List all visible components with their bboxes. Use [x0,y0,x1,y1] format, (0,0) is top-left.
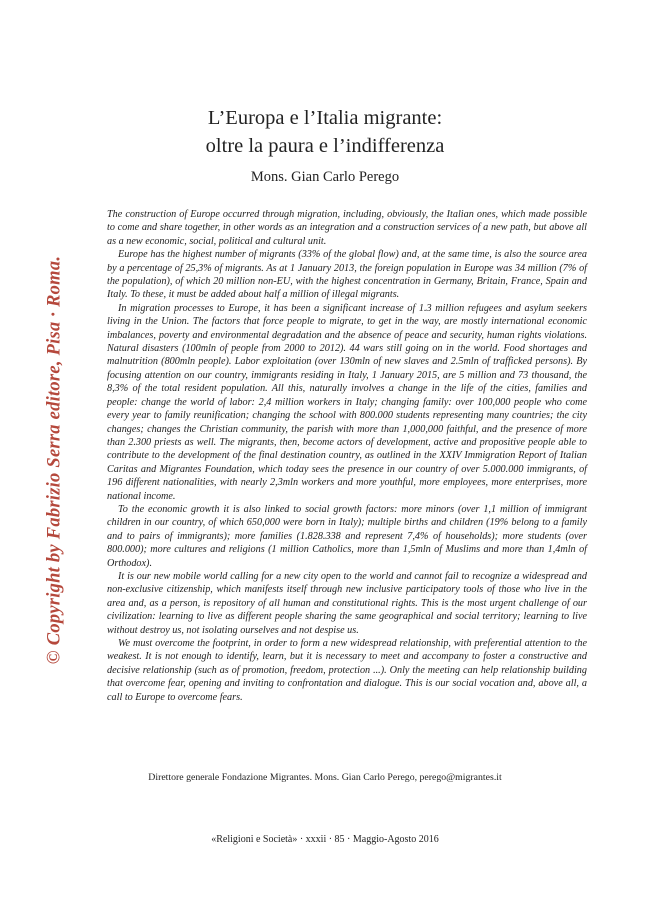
paragraph: To the economic growth it is also linked to social growth factors: more minors (over 1,1 million of immigrant children in our country, of which 650,000 were born in Italy); multiple births and children (19% belong to a family and to pairs of immigrants); more families (1.828.338 and represent 7,4% of households); more students (over 800.000); more cultures and religions (1 million Catholics, more than 1,5mln of Muslims and more than 1,4mln of Orthodox). [107,503,587,569]
paragraph: Europe has the highest number of migrants (33% of the global flow) and, at the same time, is also the source area by a percentage of 25,3% of migrants. As at 1 January 2013, the foreign population in Europe was 34 million (7% of the population), of which 20 million non-EU, with the highest concentration in Germany, Britain, France, Spain and Italy. To these, it must be added about half a million of illegal migrants. [107,249,587,301]
paragraph: The construction of Europe occurred through migration, including, obviously, the Italian ones, which made possible to come and share together, in other words as an integration and a construction services of a new path, but above all as a new economic, social, political and cultural unit. [107,209,587,247]
article-author: Mons. Gian Carlo Perego [250,169,400,185]
copyright-watermark-text: © Copyright by Fabrizio Serra editore, Pisa · Roma. [44,255,65,665]
paragraph: It is our new mobile world calling for a new city open to the world and cannot fail to recognize a widespread and non-exclusive citizenship, which manifests itself through new inclusive participatory tools of those who live in the area and, as a person, is repository of all human and constitutional rights. This is the most urgent challenge of our civilization: learning to live as different people sharing the same geographical and social territory; learning to live without destroy us, not isolating ourselves and not despise us. [107,570,587,636]
paragraph: In migration processes to Europe, it has been a significant increase of 1.3 million refugees and asylum seekers living in the Union. The factors that force people to migrate, to get in the way, are mostly international economic imbalances, poverty and environmental degradation and the absence of peace and security, human rights violations. Natural disasters (100mln of people from 2000 to 2012). 44 wars still going on in the world. Food shortages and malnutrition (800mln people). Labor exploitation (over 130mln of new slaves and 2.5mln of trafficked persons). By focusing attention on our country, immigrants residing in Italy, 1 January 2015, are 5 million and 73 thousand, the 8,3% of the total resident population. All this, naturally involves a change in the life of the cities, families and people: change the world of labor: 2,4 million workers in Italy; changing family: over 100,000 people who come every year to family reunification; changing the school with 800.000 students representing many countries; the city changes; changes the Christian community, the parish with more than 1,000,000 faithful, and the presence of more than 2.300 priests as well. The migrants, then, become actors of development, active and propositive people able to contribute to the development of the final destination country, as outlined in the XXIV Immigration Report of Italian Caritas and Migrantes Foundation, which today sees the presence in our country of over 5.000.000 immigrants, of 196 different nationalities, with nearly 2,3mln workers and more youthful, more employees, more enterprises, more national income. [107,302,587,502]
article-title-line-1: L’Europa e l’Italia migrante: [207,107,443,129]
author-affiliation-footnote: Direttore generale Fondazione Migrantes. Mons. Gian Carlo Perego, perego@migrantes.it [148,772,502,783]
article-body [107,208,587,704]
article-title [0,104,650,160]
paragraph: We must overcome the footprint, in order to form a new widespread relationship, with preferential attention to the weakest. It is not enough to identify, learn, but it is necessary to meet and accompany to foster a constructive and decisive relationship (such as of promotion, freedom, protection ...). Only the meeting can help relationship building that overcome fear, opening and inviting to confrontation and dialogue. This is our social vocation and, above all, a call to Europe to overcome fears. [107,638,587,703]
article-title-line-2: oltre la paura e l’indifferenza [205,135,445,157]
journal-footer: «Religioni e Società» · xxxii · 85 · Maggio-Agosto 2016 [211,834,439,845]
